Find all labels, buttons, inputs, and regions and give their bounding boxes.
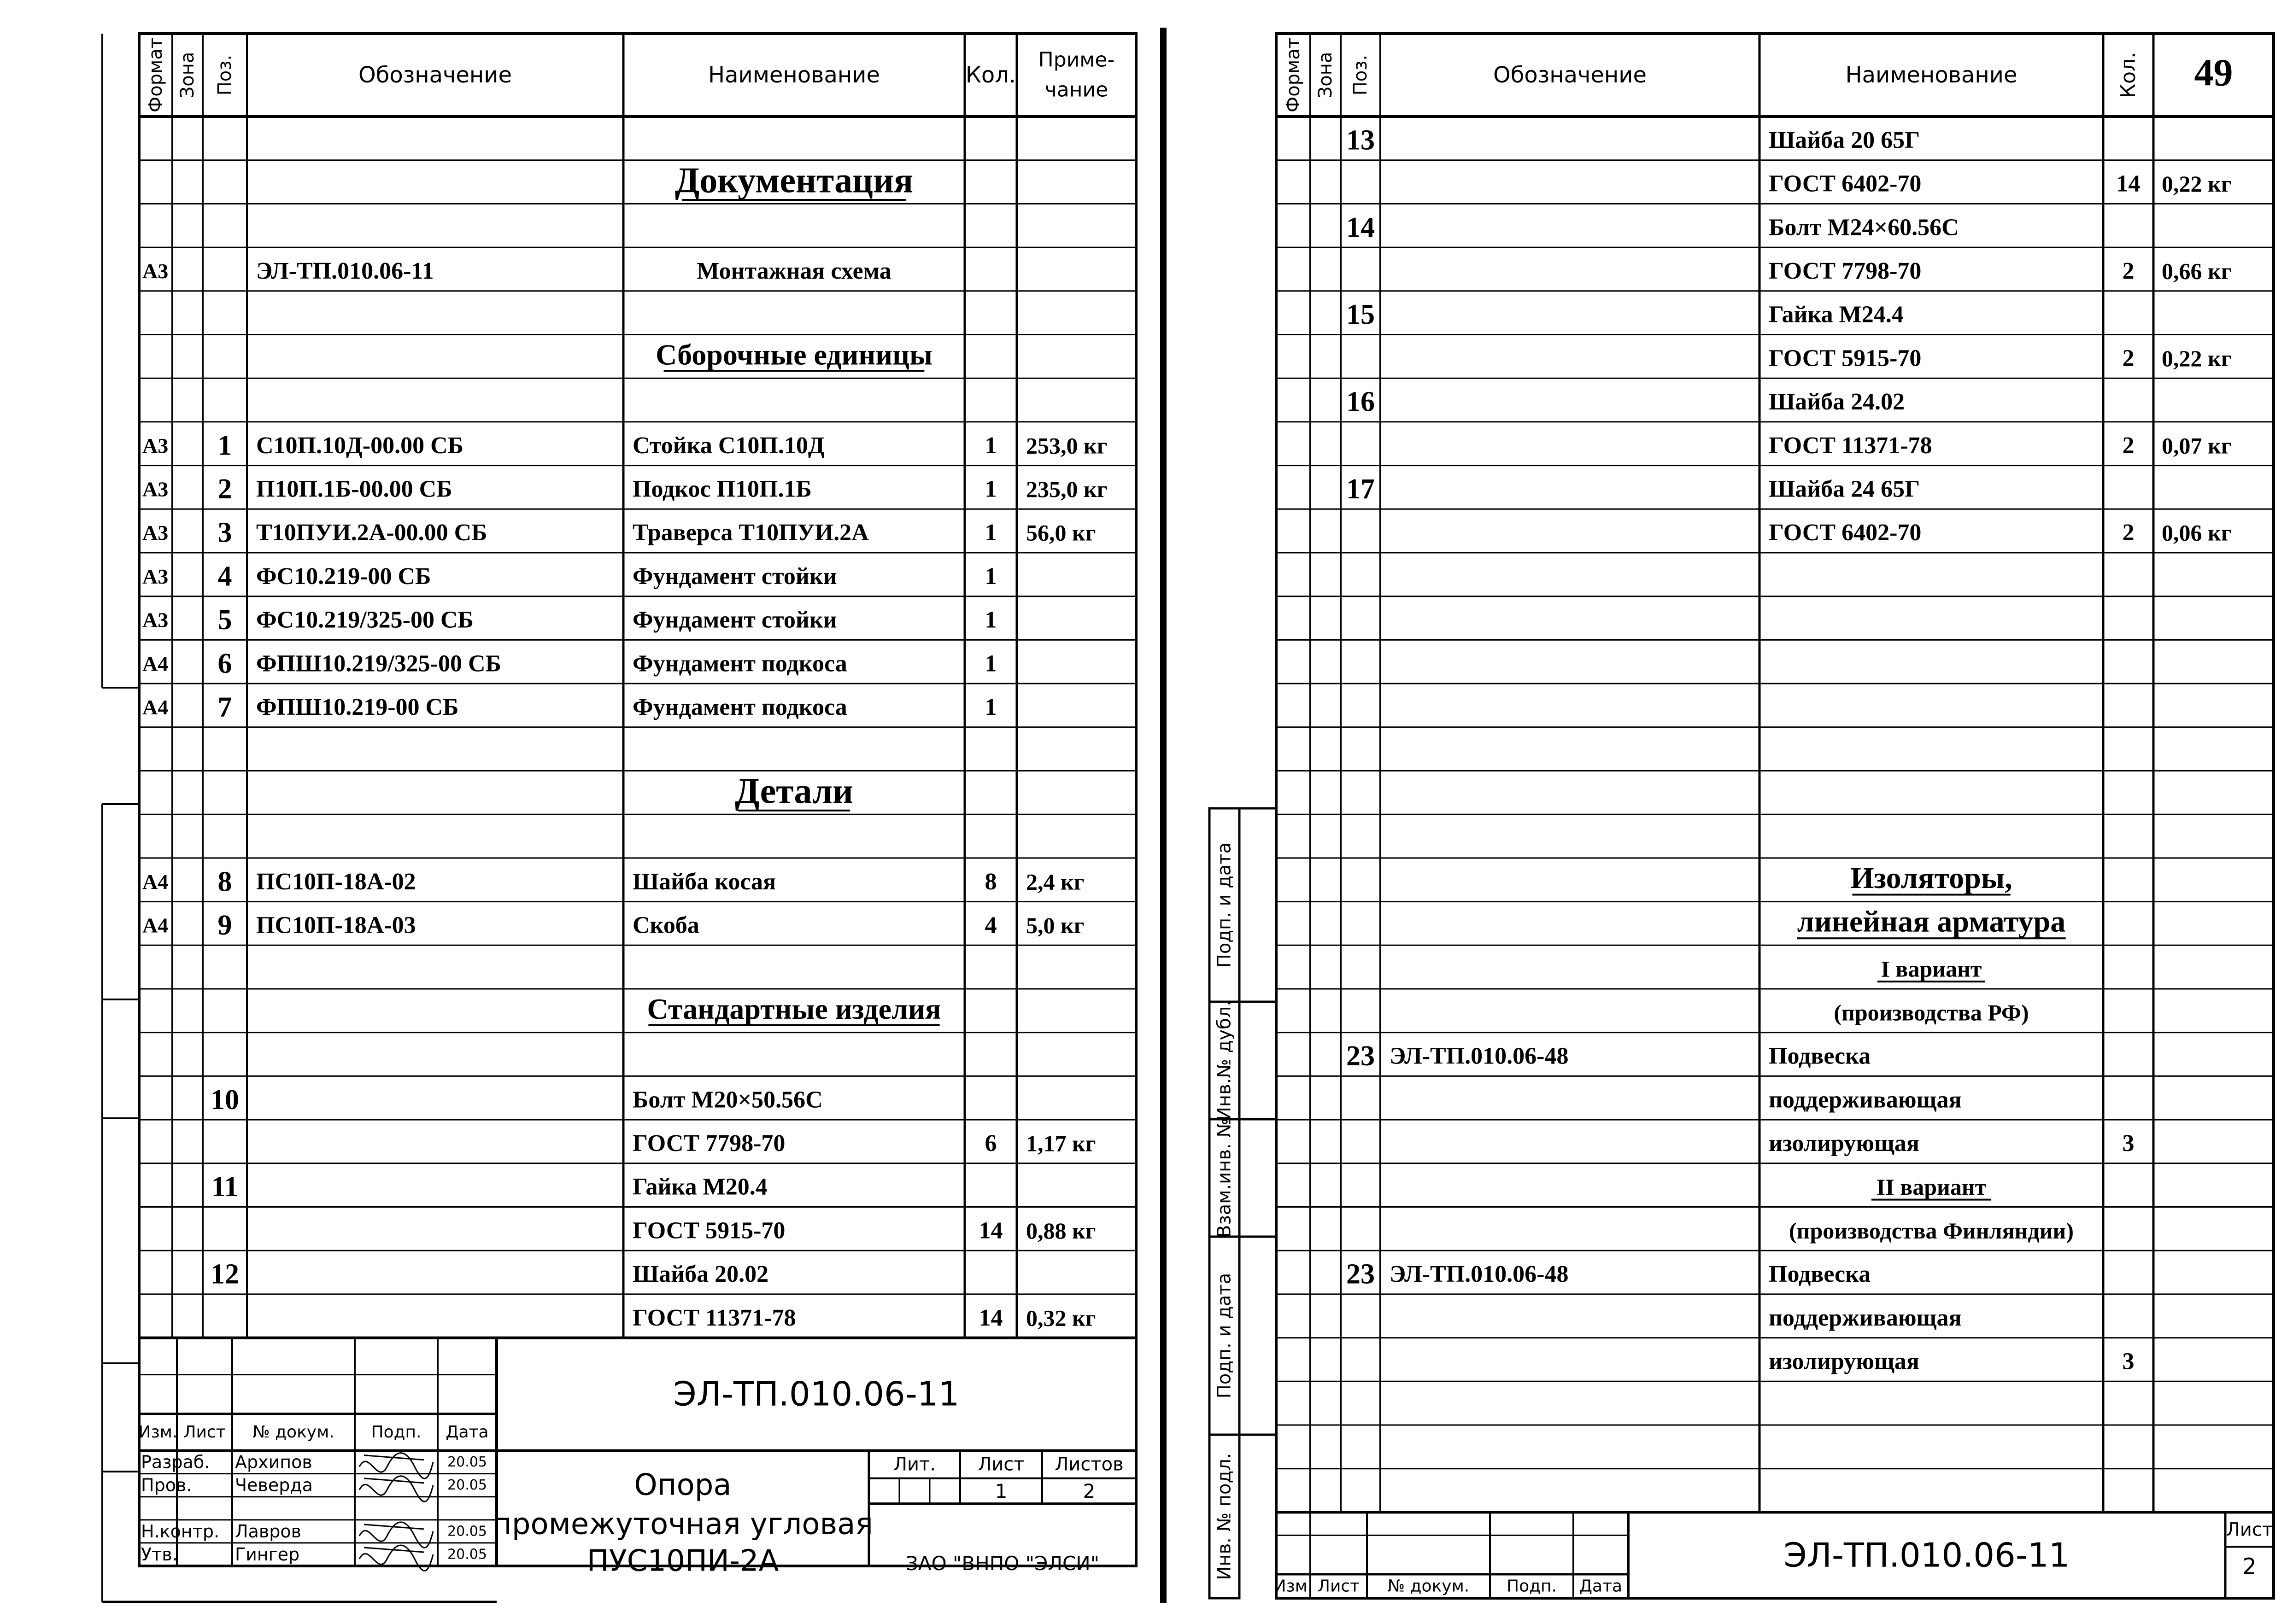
cell-name: Шайба 20.02 <box>633 1261 769 1288</box>
cell-name: поддерживающая <box>1769 1087 1962 1113</box>
side-label: Инв.№ дубл. <box>1214 1000 1235 1121</box>
cell-pos: 6 <box>217 648 232 679</box>
side-label: Инв. № подл. <box>1214 1453 1235 1580</box>
col-header-designation: Обозначение <box>358 62 512 88</box>
signature <box>359 1522 433 1548</box>
tb-sheet-number: 2 <box>2242 1554 2257 1580</box>
cell-qty: 8 <box>985 868 997 895</box>
section-heading: Стандартные изделия <box>647 992 941 1025</box>
cell-pos: 4 <box>217 561 232 592</box>
cell-note: 56,0 кг <box>1026 520 1096 546</box>
cell-designation: Т10ПУИ.2А-00.00 СБ <box>256 520 487 546</box>
cell-pos: 9 <box>217 909 232 941</box>
tb-date: 20.05 <box>447 1454 487 1471</box>
cell-qty: 1 <box>985 650 997 677</box>
col-header-format: Формат <box>1283 37 1304 113</box>
signature <box>359 1476 433 1501</box>
cell-qty: 2 <box>2122 432 2135 459</box>
cell-designation: ЭЛ-ТП.010.06-48 <box>1390 1043 1569 1069</box>
cell-name: ГОСТ 7798-70 <box>633 1130 786 1157</box>
cell-name: ГОСТ 6402-70 <box>1769 170 1922 197</box>
tb-label-izm: Изм. <box>138 1423 178 1442</box>
cell-qty: 1 <box>985 607 997 633</box>
cell-format: А4 <box>142 870 169 894</box>
cell-pos: 7 <box>217 691 232 723</box>
cell-pos: 12 <box>211 1258 239 1290</box>
cell-designation: ФС10.219-00 СБ <box>256 563 431 590</box>
cell-pos: 10 <box>211 1084 239 1116</box>
cell-format: А4 <box>142 652 169 676</box>
cell-qty: 3 <box>2122 1130 2135 1157</box>
cell-pos: 3 <box>217 517 232 549</box>
tb-person: Лавров <box>235 1521 302 1542</box>
tb-label-date: Дата <box>446 1423 489 1442</box>
cell-pos: 17 <box>1346 473 1375 505</box>
tb-title: ПУС10ПИ-2А <box>586 1544 779 1578</box>
cell-name: Подвеска <box>1769 1261 1871 1288</box>
variant-heading: II вариант <box>1876 1174 1987 1200</box>
tb-role: Пров. <box>141 1475 192 1495</box>
tb-document-code: ЭЛ-ТП.010.06-11 <box>673 1374 960 1414</box>
cell-note: 0,06 кг <box>2162 520 2232 546</box>
cell-name: Шайба косая <box>633 868 776 895</box>
tb-role: Утв. <box>141 1544 178 1565</box>
section-heading: Изоляторы, <box>1850 861 2012 895</box>
tb-label-izm: Изм. <box>1273 1577 1313 1596</box>
cell-pos: 2 <box>217 473 232 505</box>
col-header-pos: Поз. <box>1350 54 1371 96</box>
signature <box>359 1453 433 1478</box>
cell-designation: ФПШ10.219/325-00 СБ <box>256 650 501 677</box>
cell-designation: ФПШ10.219-00 СБ <box>256 694 459 720</box>
col-header-zone: Зона <box>177 52 198 99</box>
cell-note: 0,22 кг <box>2162 171 2232 197</box>
cell-format: А3 <box>142 564 169 588</box>
cell-qty: 14 <box>2116 170 2141 197</box>
cell-name: ГОСТ 5915-70 <box>1769 345 1922 372</box>
cell-designation: ЭЛ-ТП.010.06-48 <box>1390 1261 1569 1288</box>
tb-role: Разраб. <box>141 1452 210 1472</box>
cell-qty: 1 <box>985 520 997 546</box>
cell-qty: 4 <box>985 912 997 939</box>
cell-note: 0,22 кг <box>2162 345 2232 371</box>
side-label: Подп. и дата <box>1214 842 1235 968</box>
cell-note: 0,32 кг <box>1026 1305 1096 1331</box>
tb-date: 20.05 <box>447 1523 487 1540</box>
tb-label-list: Лист <box>183 1423 226 1442</box>
cell-note: 0,07 кг <box>2162 432 2232 459</box>
cell-pos: 16 <box>1346 386 1375 418</box>
cell-name: Стойка С10П.10Д <box>633 432 825 459</box>
cell-qty: 2 <box>2122 345 2135 372</box>
cell-note: 235,0 кг <box>1026 476 1108 502</box>
section-heading: Документация <box>674 160 914 200</box>
cell-name: ГОСТ 5915-70 <box>633 1217 786 1244</box>
cell-pos: 11 <box>211 1171 239 1203</box>
cell-name: Фундамент подкоса <box>633 694 847 720</box>
col-header-note: чание <box>1044 78 1108 102</box>
tb-label-sheet: Лист <box>978 1454 1025 1475</box>
tb-document-code: ЭЛ-ТП.010.06-11 <box>1783 1536 2070 1575</box>
cell-name: Шайба 24.02 <box>1769 389 1905 415</box>
col-header-qty: Кол. <box>965 62 1016 88</box>
cell-pos: 14 <box>1346 211 1375 243</box>
cell-name: Фундамент подкоса <box>633 650 847 677</box>
cell-note: 1,17 кг <box>1026 1130 1096 1157</box>
cell-name: ГОСТ 7798-70 <box>1769 257 1922 284</box>
cell-format: А3 <box>142 477 169 501</box>
cell-format: А3 <box>142 259 169 283</box>
tb-label-list: Лист <box>1317 1577 1360 1596</box>
cell-name: Фундамент стойки <box>633 607 837 633</box>
page-number: 49 <box>2194 51 2233 94</box>
col-header-qty: Кол. <box>2117 52 2140 99</box>
tb-date: 20.05 <box>447 1546 487 1563</box>
cell-name: Фундамент стойки <box>633 563 837 590</box>
cell-designation: ПС10П-18А-03 <box>256 912 416 939</box>
cell-note: 253,0 кг <box>1026 432 1108 459</box>
cell-pos: 1 <box>217 430 232 461</box>
cell-name: изолирующая <box>1769 1130 1920 1157</box>
tb-label-sign: Подп. <box>1507 1577 1557 1596</box>
tb-person: Гингер <box>235 1544 300 1565</box>
cell-designation: ФС10.219/325-00 СБ <box>256 607 474 633</box>
cell-name: (производства Финляндии) <box>1789 1217 2074 1244</box>
tb-organization: ЗАО "ВНПО "ЭЛСИ" <box>905 1552 1100 1575</box>
tb-sheet-number: 1 <box>995 1480 1008 1503</box>
cell-name: поддерживающая <box>1769 1304 1962 1331</box>
section-heading: Сборочные единицы <box>656 338 932 371</box>
cell-name: Гайка М24.4 <box>1769 301 1904 328</box>
cell-designation: ПС10П-18А-02 <box>256 868 416 895</box>
cell-pos: 5 <box>217 604 232 636</box>
tb-label-doc: № докум. <box>1387 1577 1470 1596</box>
cell-note: 2,4 кг <box>1026 869 1085 895</box>
cell-note: 0,66 кг <box>2162 258 2232 284</box>
cell-qty: 1 <box>985 432 997 459</box>
col-header-zone: Зона <box>1315 52 1336 99</box>
cell-name: изолирующая <box>1769 1348 1920 1375</box>
cell-name: Болт М24×60.56С <box>1769 214 1959 241</box>
cell-qty: 1 <box>985 476 997 502</box>
cell-name: Монтажная схема <box>697 257 891 284</box>
cell-name: Гайка М20.4 <box>633 1174 768 1200</box>
cell-designation: ЭЛ-ТП.010.06-11 <box>256 257 434 284</box>
col-header-pos: Поз. <box>214 54 235 96</box>
tb-label-sheet: Лист <box>2226 1519 2273 1541</box>
cell-name: Подкос П10П.1Б <box>633 476 812 502</box>
cell-name: ГОСТ 6402-70 <box>1769 520 1922 546</box>
cell-name: ГОСТ 11371-78 <box>633 1304 796 1331</box>
cell-pos: 15 <box>1346 299 1375 331</box>
cell-note: 5,0 кг <box>1026 912 1085 938</box>
cell-qty: 14 <box>979 1304 1003 1331</box>
cell-pos: 23 <box>1346 1040 1375 1072</box>
col-header-note: Приме- <box>1038 48 1115 72</box>
tb-title: Опора <box>634 1468 732 1502</box>
cell-name: Скоба <box>633 912 699 939</box>
cell-qty: 14 <box>979 1217 1003 1244</box>
tb-person: Архипов <box>235 1452 312 1472</box>
cell-qty: 2 <box>2122 257 2135 284</box>
col-header-name: Наименование <box>1845 62 2017 88</box>
cell-designation: П10П.1Б-00.00 СБ <box>256 476 452 502</box>
tb-label-date: Дата <box>1579 1577 1623 1596</box>
cell-name: ГОСТ 11371-78 <box>1769 432 1932 459</box>
cell-name: Подвеска <box>1769 1043 1871 1069</box>
tb-label-sheets: Листов <box>1055 1454 1124 1475</box>
cell-format: А3 <box>142 521 169 545</box>
tb-title: промежуточная угловая <box>493 1507 873 1542</box>
tb-sheets-total: 2 <box>1083 1480 1096 1503</box>
section-heading: Детали <box>735 771 853 811</box>
side-label: Подп. и дата <box>1214 1273 1235 1399</box>
cell-name: Шайба 20 65Г <box>1769 127 1920 153</box>
tb-date: 20.05 <box>447 1477 487 1494</box>
cell-name: Траверса Т10ПУИ.2А <box>633 520 869 546</box>
cell-designation: С10П.10Д-00.00 СБ <box>256 432 464 459</box>
cell-note: 0,88 кг <box>1026 1217 1096 1244</box>
cell-qty: 2 <box>2122 520 2135 546</box>
variant-heading: I вариант <box>1881 956 1982 982</box>
col-header-designation: Обозначение <box>1493 62 1647 88</box>
cell-qty: 1 <box>985 694 997 720</box>
cell-qty: 6 <box>985 1130 997 1157</box>
tb-person: Чеверда <box>235 1475 313 1495</box>
cell-pos: 23 <box>1346 1258 1375 1290</box>
cell-format: А3 <box>142 608 169 632</box>
cell-pos: 8 <box>217 866 232 898</box>
cell-qty: 1 <box>985 563 997 590</box>
tb-role: Н.контр. <box>141 1521 220 1542</box>
cell-pos: 13 <box>1346 124 1375 156</box>
cell-format: А4 <box>142 913 169 937</box>
col-header-name: Наименование <box>708 62 880 88</box>
cell-name: (производства РФ) <box>1834 999 2029 1026</box>
cell-format: А4 <box>142 695 169 719</box>
side-label: Взам.инв. № <box>1214 1118 1235 1238</box>
tb-label-doc: № докум. <box>252 1423 334 1442</box>
cell-name: Болт М20×50.56С <box>633 1087 823 1113</box>
cell-name: Шайба 24 65Г <box>1769 476 1920 502</box>
col-header-format: Формат <box>145 37 166 113</box>
section-heading: линейная арматура <box>1797 905 2066 939</box>
tb-label-sign: Подп. <box>371 1423 422 1442</box>
cell-qty: 3 <box>2122 1348 2135 1375</box>
tb-label-lit: Лит. <box>893 1454 936 1475</box>
cell-format: А3 <box>142 433 169 457</box>
